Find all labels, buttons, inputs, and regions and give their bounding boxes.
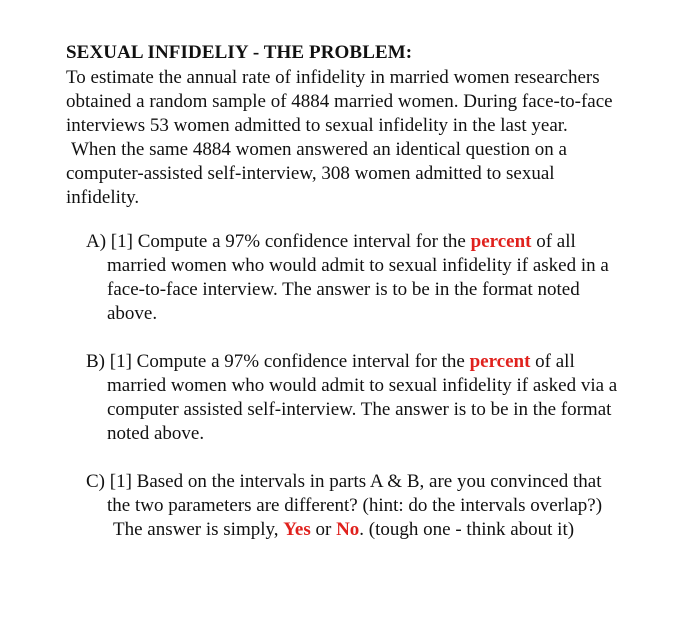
question-c [86, 470, 676, 542]
question-a-line1 [86, 230, 676, 254]
yes-highlight: Yes [283, 519, 311, 540]
question-c-text: The answer is simply, [113, 519, 284, 540]
intro-line: To estimate the annual rate of infidelity in married women researchers [66, 67, 600, 88]
question-c-text: or [310, 519, 337, 540]
question-c-line3 [86, 518, 676, 542]
question-a-text: of all [531, 231, 576, 252]
question-a-line: face-to-face interview. The answer is to be in the format noted [107, 279, 580, 300]
question-a-text: A) [1] Compute a 97% confidence interval for the [86, 231, 471, 252]
question-c-text: . (tough one - think about it) [359, 519, 575, 540]
question-a [86, 230, 676, 326]
intro-line: When the same 4884 women answered an identical question on a [71, 139, 567, 160]
question-b-text: of all [530, 351, 575, 372]
question-b [86, 350, 676, 446]
problem-intro [66, 66, 676, 210]
question-c-line: C) [1] Based on the intervals in parts A & B, are you convinced that [86, 471, 602, 492]
problem-title: SEXUAL INFIDELIY - THE PROBLEM: [66, 42, 413, 63]
percent-highlight: percent [469, 351, 531, 372]
question-b-line: noted above. [107, 423, 205, 444]
no-highlight: No [336, 519, 360, 540]
question-a-line: married women who would admit to sexual infidelity if asked in a [107, 255, 609, 276]
question-b-line1 [86, 350, 676, 374]
question-b-text: B) [1] Compute a 97% confidence interval for the [86, 351, 470, 372]
question-a-line: above. [107, 303, 158, 324]
intro-line: obtained a random sample of 4884 married women. During face-to-face [66, 91, 613, 112]
question-b-line: computer assisted self-interview. The answer is to be in the format [107, 399, 612, 420]
intro-line: interviews 53 women admitted to sexual infidelity in the last year. [66, 115, 568, 136]
question-c-line: the two parameters are different? (hint: do the intervals overlap?) [107, 495, 603, 516]
intro-line: computer-assisted self-interview, 308 women admitted to sexual [66, 163, 555, 184]
percent-highlight: percent [470, 231, 532, 252]
intro-line: infidelity. [66, 187, 140, 208]
question-b-line: married women who would admit to sexual infidelity if asked via a [107, 375, 618, 396]
